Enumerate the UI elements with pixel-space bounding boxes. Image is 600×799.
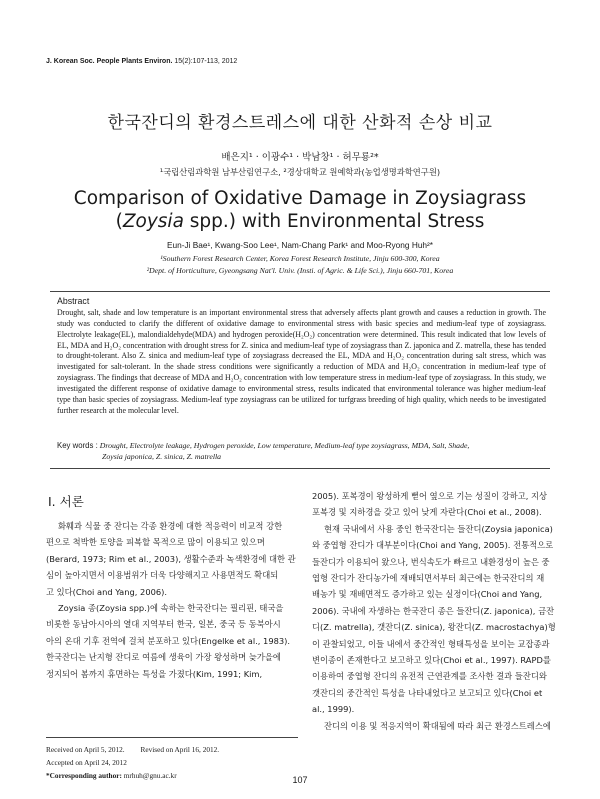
intro-paragraph-2-cont: 2005). 포복경이 왕성하게 뻗어 옆으로 기는 성질이 강하고, 지상 포복경 및 지하경을 갖고 있어 낮게 자란다(Choi et al., 2008). — [312, 491, 548, 518]
title-paren: ( — [115, 211, 123, 232]
intro-paragraph-2: Zoysia 종(Zoysia spp.)에 속하는 한국잔디는 필리핀, 태국을 비롯한 동남아시아의 열대 지역부터 한국, 일본, 중국 등 동북아시 아의 온대 기후 전역에 걸쳐 분포하고 있다(Engelke et al., 1983). 한국잔디는 난지형 잔디로 여름에 생육이 가장 왕성하며 늦가을에 정지되어 봄까지 휴면하는 특성을 가졌다(Kim, 1991; Kim, — [46, 603, 291, 679]
korean-affiliation: ¹국립산림과학원 남부산림연구소, ²경상대학교 원예학과(농업생명과학연구원) — [159, 167, 441, 177]
english-affiliation-2: ²Dept. of Horticulture, Gyeongsang Nat'l. Univ. (Insti. of Agric. & Life Sci.), Jinju 660-701, Korea — [146, 266, 454, 275]
footnote-accepted: Accepted on April 24, 2012 — [46, 758, 127, 767]
keywords-label: Key words : — [57, 441, 98, 450]
right-column — [312, 488, 558, 734]
footnote-revised: Revised on April 16, 2012. — [140, 745, 220, 754]
footnote-email: mrhuh@gnu.ac.kr — [123, 771, 177, 780]
abstract-top-rule — [50, 291, 550, 292]
intro-paragraph-4: 잔디의 이용 및 적응지역이 확대됨에 따라 최근 환경스트레스에 — [324, 720, 551, 731]
korean-authors: 배은지¹ · 이광수¹ · 박남창¹ · 허무룡²* — [221, 152, 379, 163]
keywords-line1: Drought, Electrolyte leakage, Hydrogen peroxide, Low temperature, Medium-leaf type zoysiagrass, MDA, Salt, Shade, — [99, 441, 470, 450]
intro-paragraph-1: 화훼과 식물 중 잔디는 각종 환경에 대한 적응력이 비교적 강한 편으로 척박한 토양을 피복할 목적으로 많이 이용되고 있으며 (Berard, 1973; Rim et al., 2003), 생활수준과 녹색환경에 대한 관 심이 높아지면서 이용범위가 더욱 다양해지고 사용면적도 확대되 고 있다(Choi and Yang, 2006). — [46, 521, 296, 597]
footnote-received-line — [46, 745, 306, 754]
english-title-line1: Comparison of Oxidative Damage in Zoysiagrass — [73, 188, 527, 209]
footnote-rule — [46, 737, 298, 738]
footnote-received: Received on April 5, 2012. — [46, 745, 125, 754]
abstract-heading: Abstract — [57, 296, 90, 306]
left-column — [46, 518, 298, 682]
title-rest: spp.) with Environmental Stress — [183, 211, 485, 232]
abstract-bottom-rule — [50, 468, 550, 469]
journal-name: J. Korean Soc. People Plants Environ. — [46, 58, 173, 65]
page-number: 107 — [292, 775, 308, 785]
english-affiliation-1: ¹Southern Forest Research Center, Korea Forest Research Institute, Jinju 600-300, Korea — [160, 254, 440, 263]
english-title-line2 — [0, 211, 600, 232]
journal-citation — [46, 58, 237, 65]
section-heading-introduction: Ⅰ. 서론 — [48, 494, 84, 509]
title-genus: Zoysia — [122, 211, 184, 232]
korean-title: 한국잔디의 환경스트레스에 대한 산화적 손상 비교 — [107, 113, 493, 133]
keywords — [57, 440, 546, 462]
footnote-corr-label: *Corresponding author: — [46, 771, 122, 780]
english-authors: Eun-Ji Bae¹, Kwang-Soo Lee¹, Nam-Chang Park¹ and Moo-Ryong Huh²* — [166, 240, 434, 250]
keywords-line2: Zoysia japonica, Z. sinica, Z. matrella — [102, 452, 222, 461]
abstract-text: Drought, salt, shade and low temperature is an important environmental stress that adversely affects plant growth and causes a reduction in growth. The study was conducted to clarify the different of oxidative damage to environmental stress with basic species and medium-leaf type of zoysiagrass. Electrolyte leakage(EL), malondialdehyde(MDA) and hydrogen peroxide(H₂O₂) concentration were determined. This result indicated that low levels of EL, MDA and H₂O₂ concentration with drought stress for Z. sinica and medium-leaf type of zoysiagrass than Z. japonica and Z. matrella, these has tended to drought-tolerant. Also Z. sinica and medium-leaf type of zoysiagrass decreased the EL, MDA and H₂O₂ concentration during salt stress, which was investigated for salt-tolerant. In the shade stress conditions were significantly a reduction of MDA and H₂O₂ concentration in medium-leaf type of zoysiagrass. The findings that decrease of MDA and H₂O₂ concentration with low temperature stress in medium-leaf type of zoysiagrass. In this study, we investigated the different response of oxidative damage to environmental stress, results indicated that environmental tolerance was higher medium-leaf type than basic species of zoysiagrass. Medium-leaf type zoysiagrass can be utilized for turfgrass breeding of high quality, which needs to be investigated further research at the molecular level. — [57, 308, 546, 415]
journal-issue: 15(2):107-113, 2012 — [174, 58, 238, 65]
intro-paragraph-3: 현재 국내에서 사용 중인 한국잔디는 들잔디(Zoysia japonica) 와 중엽형 잔디가 대부분이다(Choi and Yang, 2005). 전통적으로 들잔디가 이용되어 왔으나, 번식속도가 빠르고 내환경성이 높은 중 엽형 잔디가 잔디농가에 재배되면서부터 최근에는 한국잔디의 재 배농가 및 재배면적도 증가하고 있는 실정이다(Choi and Yang, 2006). 국내에 자생하는 한국잔디 종은 들잔디(Z. japonica), 금잔 디(Z. matrella), 갯잔디(Z. sinica), 왕잔디(Z. macrostachya)형 이 관찰되었고, 이들 내에서 중간적인 형태특성을 보이는 교잡종과 변이종이 존재한다고 보고하고 있다(Choi et al., 1997). RAPD를 이용하여 중엽형 잔디의 유전적 근연관계를 조사한 결과 들잔디와 갯잔디의 중간적인 특성을 나타내었다고 보고되고 있다(Choi et al., 1999). — [312, 523, 556, 715]
